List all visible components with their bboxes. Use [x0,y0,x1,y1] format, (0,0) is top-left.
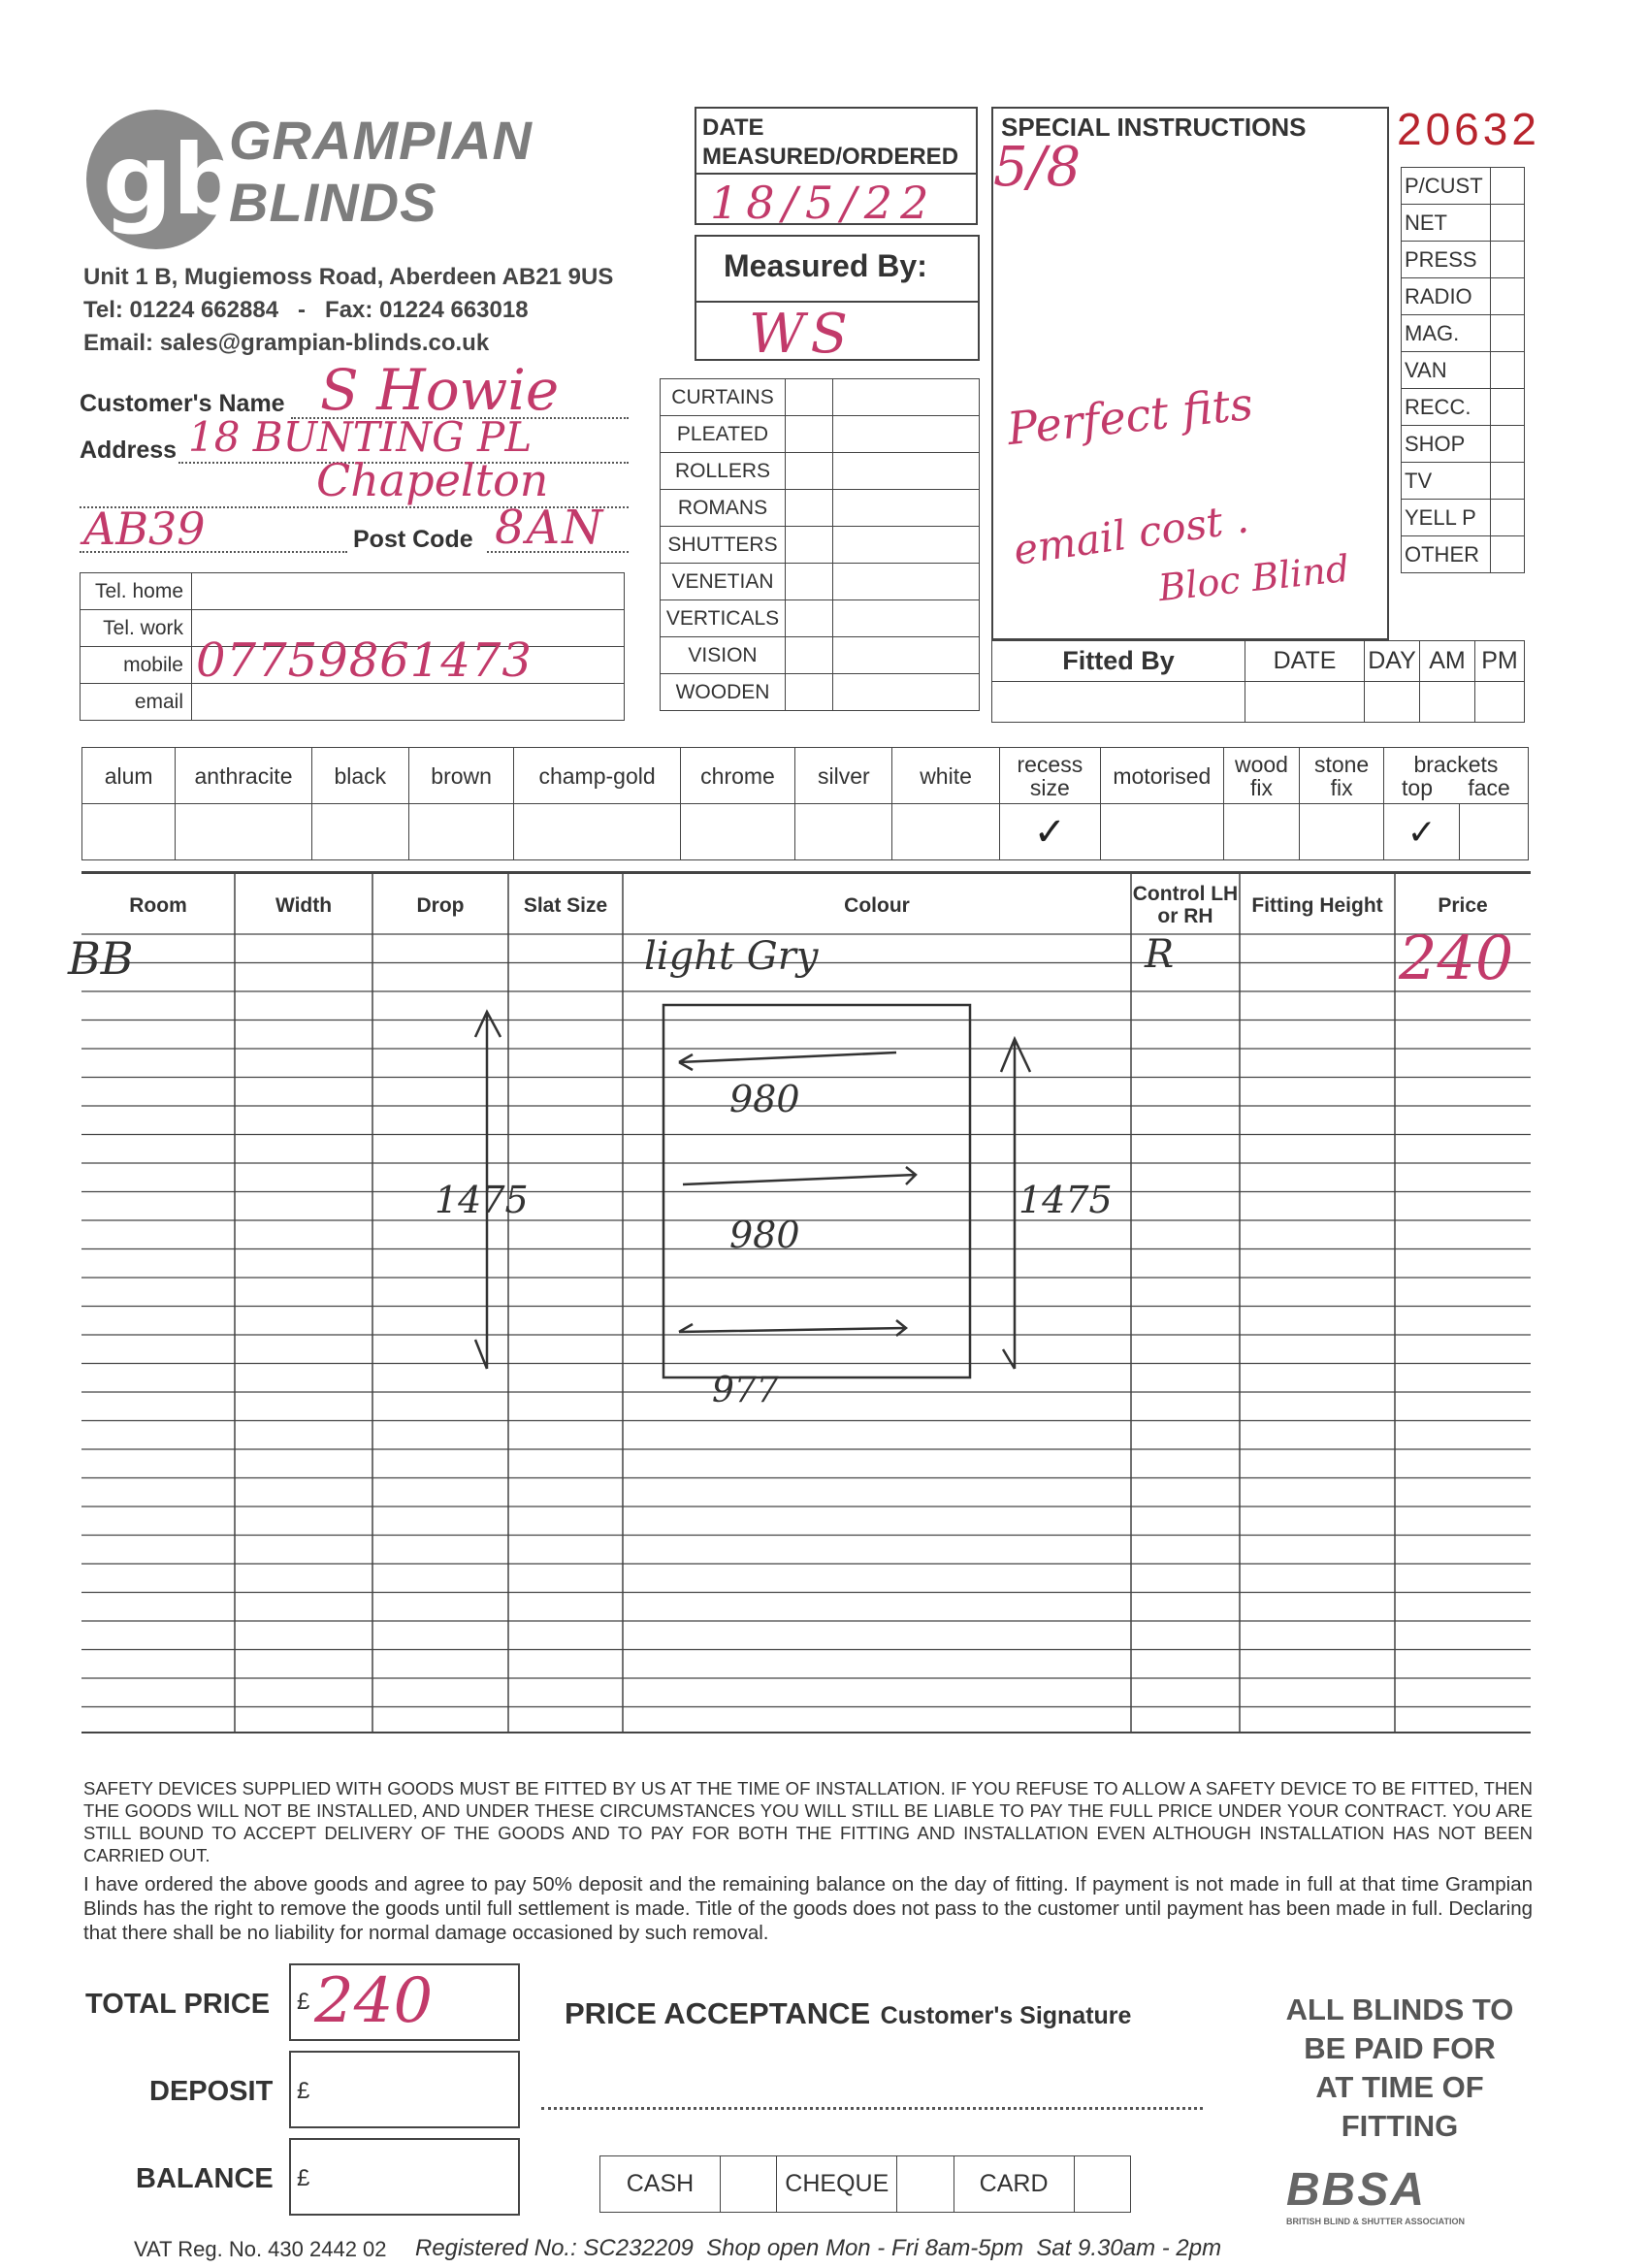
colour-option-label: wood fix [1223,748,1300,804]
source-table [1401,167,1525,573]
row1-colour[interactable]: light Gry [644,934,819,979]
deposit-field[interactable] [289,2051,520,2128]
fitted-day-field[interactable] [1365,682,1420,723]
fitted-day-label: DAY [1365,641,1420,682]
order-number: 20632 [1397,104,1540,154]
source-label: VAN [1402,352,1491,389]
notice-line4: FITTING [1341,2109,1459,2143]
order-header: Control LH or RH [1132,883,1239,927]
row1-room[interactable]: BB [68,932,134,985]
fitted-am-field[interactable] [1420,682,1475,723]
blind-type-notes[interactable] [833,564,980,600]
measured-by-value: WS [749,303,854,366]
colour-option-label: anthracite [176,748,311,804]
special-instructions-box[interactable] [991,107,1389,640]
colour-option-checkbox[interactable] [1101,804,1224,860]
source-label: MAG. [1402,315,1491,352]
postcode-value: 8AN [495,501,605,555]
special-instructions-note1: Perfect fits [1004,376,1256,456]
measured-by-label: Measured By: [724,248,927,283]
colour-option-checkbox[interactable] [82,804,176,860]
source-checkbox[interactable] [1491,352,1525,389]
bbsa-logo [1286,2163,1515,2226]
source-checkbox[interactable] [1491,536,1525,573]
sketch-height-left: 1475 [435,1179,529,1221]
blind-type-label: WOODEN [661,674,786,711]
blind-type-label: PLEATED [661,416,786,453]
blind-type-notes[interactable] [833,453,980,490]
address-line3-field[interactable] [80,502,347,555]
company-email: Email: sales@grampian-blinds.co.uk [83,330,490,356]
phone-label: Tel. work [81,610,192,647]
company-address: Unit 1 B, Mugiemoss Road, Aberdeen AB21 9US [83,264,614,290]
total-price-value: 240 [314,1965,434,2037]
colour-option-label: motorised [1101,748,1224,804]
source-checkbox[interactable] [1491,500,1525,536]
deposit-label: DEPOSIT [149,2076,274,2107]
customer-name-field[interactable] [291,357,629,423]
blind-type-table [660,378,980,711]
source-label: TV [1402,463,1491,500]
blind-type-notes[interactable] [833,416,980,453]
colour-option-checkbox[interactable] [1300,804,1384,860]
row1-control[interactable]: R [1145,932,1175,977]
sketch-width-bottom: 977 [712,1371,779,1410]
notice-line2: BE PAID FOR [1304,2031,1496,2065]
source-checkbox[interactable] [1491,463,1525,500]
fitted-am-label: AM [1420,641,1475,682]
brackets-top-checkbox[interactable]: ✓ [1383,804,1460,860]
address-line2-value: Chapelton [316,454,549,506]
blind-type-notes[interactable] [833,379,980,416]
source-checkbox[interactable] [1491,389,1525,426]
source-checkbox[interactable] [1491,278,1525,315]
colour-option-checkbox[interactable] [1223,804,1300,860]
blind-type-qty[interactable] [786,527,833,564]
total-price-label: TOTAL PRICE [85,1989,271,2020]
colour-option-checkbox[interactable] [176,804,311,860]
special-instructions-label: SPECIAL INSTRUCTIONS [1001,113,1307,142]
source-label: OTHER [1402,536,1491,573]
blind-type-qty[interactable] [786,490,833,527]
total-price-field[interactable] [289,1963,520,2041]
phone-value: 07759861473 [196,633,533,688]
payment-method-label: CARD [954,2156,1074,2213]
special-instructions-note3: Bloc Blind [1156,546,1352,610]
order-table [68,871,1531,1733]
order-header: Slat Size [523,893,608,917]
colour-options-table [81,747,1529,860]
sketch-width-mid: 980 [729,1214,800,1256]
special-instructions-note2: email cost . [1010,494,1252,574]
phone-field[interactable] [192,633,625,688]
brackets-header [1383,748,1528,804]
fitted-by-field[interactable] [992,682,1245,723]
payment-notice [1251,1991,1548,2146]
postcode-label: Post Code [353,526,473,553]
terms-payment: I have ordered the above goods and agree to pay 50% deposit and the remaining balance on the day of fitting. If payment is not made in full at that time Grampian Blinds has the right to remove the goods until full settlement is made. Title of the goods does not pass to the customer until payment has been made in full. Declaring that there shall be no liability for normal damage occasioned by such removal. [83,1873,1533,1944]
svg-text:gb: gb [103,123,229,237]
payment-method-label: CASH [600,2156,721,2213]
blind-type-label: SHUTTERS [661,527,786,564]
source-label: RECC. [1402,389,1491,426]
source-checkbox[interactable] [1491,168,1525,205]
order-header: Fitting Height [1251,893,1383,917]
footer-vat: VAT Reg. No. 430 2442 02 [134,2237,387,2261]
blind-type-qty[interactable] [786,637,833,674]
blind-type-qty[interactable] [786,379,833,416]
colour-option-checkbox[interactable] [892,804,999,860]
blind-type-label: ROMANS [661,490,786,527]
notice-line1: ALL BLINDS TO [1285,1993,1514,2026]
balance-currency: £ [297,2165,310,2191]
order-header: Price [1438,893,1488,917]
fitted-date-label: DATE [1245,641,1365,682]
source-label: PRESS [1402,242,1491,278]
colour-option-checkbox[interactable] [514,804,681,860]
phone-field[interactable] [192,684,625,721]
total-currency: £ [297,1989,310,2015]
date-value-box[interactable] [696,173,976,229]
brackets-face-checkbox[interactable] [1460,804,1529,860]
source-label: RADIO [1402,278,1491,315]
payment-method-checkbox[interactable] [720,2156,776,2213]
colour-option-label: alum [82,748,176,804]
phone-label: mobile [81,647,192,684]
blind-type-qty[interactable] [786,453,833,490]
blind-type-notes[interactable] [833,527,980,564]
blind-type-qty[interactable] [786,564,833,600]
source-label: P/CUST [1402,168,1491,205]
blind-type-notes[interactable] [833,674,980,711]
postcode-field[interactable] [487,501,629,555]
terms-safety: SAFETY DEVICES SUPPLIED WITH GOODS MUST BE FITTED BY US AT THE TIME OF INSTALLATION. IF YOU REFUSE TO ALLOW A SAFETY DEVICE TO BE FITTED, THEN THE GOODS WILL NOT BE INSTALLED, AND UNDER THESE CIRCUMSTANCES YOU WILL STILL BE LIABLE TO PAY THE FULL PRICE UNDER YOUR CONTRACT. YOU ARE STILL BOUND TO ACCEPT DELIVERY OF THE GOODS AND TO PAY FOR BOTH THE FITTING AND INSTALLATION EVEN ALTHOUGH INSTALLATION HAS NOT BEEN CARRIED OUT. [83,1778,1533,1865]
phone-table [80,572,625,721]
colour-option-label: silver [795,748,892,804]
company-name-line1: GRAMPIAN [229,110,533,171]
address-line1-value: 18 BUNTING PL [188,413,533,461]
address-line3-value: AB39 [83,502,206,555]
customer-name-label: Customer's Name [80,390,285,417]
brackets-top-label: top [1402,774,1433,800]
blind-type-label: VENETIAN [661,564,786,600]
source-checkbox[interactable] [1491,242,1525,278]
order-header: Width [275,893,333,917]
customer-name-value: S Howie [320,357,560,423]
blind-type-qty[interactable] [786,600,833,637]
company-phone: Tel: 01224 662884 - Fax: 01224 663018 [83,297,529,323]
date-value: 18/5/22 [710,177,937,229]
sketch-width-top: 980 [729,1078,800,1120]
company-name-line2: BLINDS [229,172,437,233]
blind-type-qty[interactable] [786,416,833,453]
fitted-pm-field[interactable] [1475,682,1525,723]
source-checkbox[interactable] [1491,315,1525,352]
measured-by-field[interactable] [696,301,978,366]
blind-type-label: VISION [661,637,786,674]
colour-option-checkbox[interactable] [408,804,513,860]
colour-option-label: white [892,748,999,804]
deposit-currency: £ [297,2078,310,2104]
colour-option-checkbox[interactable] [795,804,892,860]
price-acceptance-label: PRICE ACCEPTANCE [565,1996,871,2030]
balance-label: BALANCE [136,2163,274,2194]
order-header: Colour [844,893,910,917]
colour-option-label: brown [408,748,513,804]
fitted-pm-label: PM [1475,641,1525,682]
brackets-label: brackets [1413,751,1499,777]
source-label: NET [1402,205,1491,242]
blind-type-notes[interactable] [833,600,980,637]
price-acceptance [565,1996,1131,2031]
source-label: YELL P [1402,500,1491,536]
colour-option-checkbox[interactable] [311,804,408,860]
source-checkbox[interactable] [1491,426,1525,463]
special-instructions-date: 5/8 [993,136,1082,199]
payment-methods [599,2155,1131,2213]
sketch-height-right: 1475 [1018,1179,1113,1221]
colour-option-label: chrome [680,748,794,804]
blind-type-label: VERTICALS [661,600,786,637]
balance-field[interactable] [289,2138,520,2216]
payment-method-label: CHEQUE [777,2156,897,2213]
brackets-sub [1384,776,1528,799]
order-header: Drop [416,893,465,917]
phone-label: email [81,684,192,721]
fitted-date-field[interactable] [1245,682,1365,723]
colour-option-checkbox[interactable]: ✓ [999,804,1100,860]
blind-type-label: ROLLERS [661,453,786,490]
blind-type-label: CURTAINS [661,379,786,416]
measured-by-box [695,235,980,366]
colour-option-label: champ-gold [514,748,681,804]
colour-option-checkbox[interactable] [680,804,794,860]
payment-method-checkbox[interactable] [1074,2156,1130,2213]
fitted-by-label: Fitted By [992,641,1245,682]
blind-type-qty[interactable] [786,674,833,711]
colour-option-label: stone fix [1300,748,1384,804]
row1-price[interactable]: 240 [1399,923,1514,993]
fitted-table [991,640,1525,723]
footer-reg: Registered No.: SC232209 Shop open Mon - Fri 8am-5pm Sat 9.30am - 2pm [415,2235,1222,2261]
brackets-face-label: face [1468,774,1510,800]
date-label: DATE [702,114,764,141]
phone-label: Tel. home [81,573,192,610]
colour-option-label: black [311,748,408,804]
bbsa-sub: BRITISH BLIND & SHUTTER ASSOCIATION [1286,2217,1465,2226]
blind-type-notes[interactable] [833,490,980,527]
address-label: Address [80,437,178,464]
bbsa-mark: BBSA [1286,2164,1427,2216]
logo-icon [83,107,229,252]
price-acceptance-sub: Customer's Signature [880,2002,1132,2029]
date-label-2: MEASURED/ORDERED [702,144,959,170]
notice-line3: AT TIME OF [1315,2070,1484,2104]
company-logo [83,107,229,252]
blind-type-notes[interactable] [833,637,980,674]
date-box [695,107,978,229]
signature-line[interactable] [541,2078,1203,2110]
order-header: Room [129,893,187,917]
colour-option-label: recess size [999,748,1100,804]
payment-method-checkbox[interactable] [897,2156,954,2213]
phone-field[interactable] [192,573,625,610]
source-checkbox[interactable] [1491,205,1525,242]
source-label: SHOP [1402,426,1491,463]
